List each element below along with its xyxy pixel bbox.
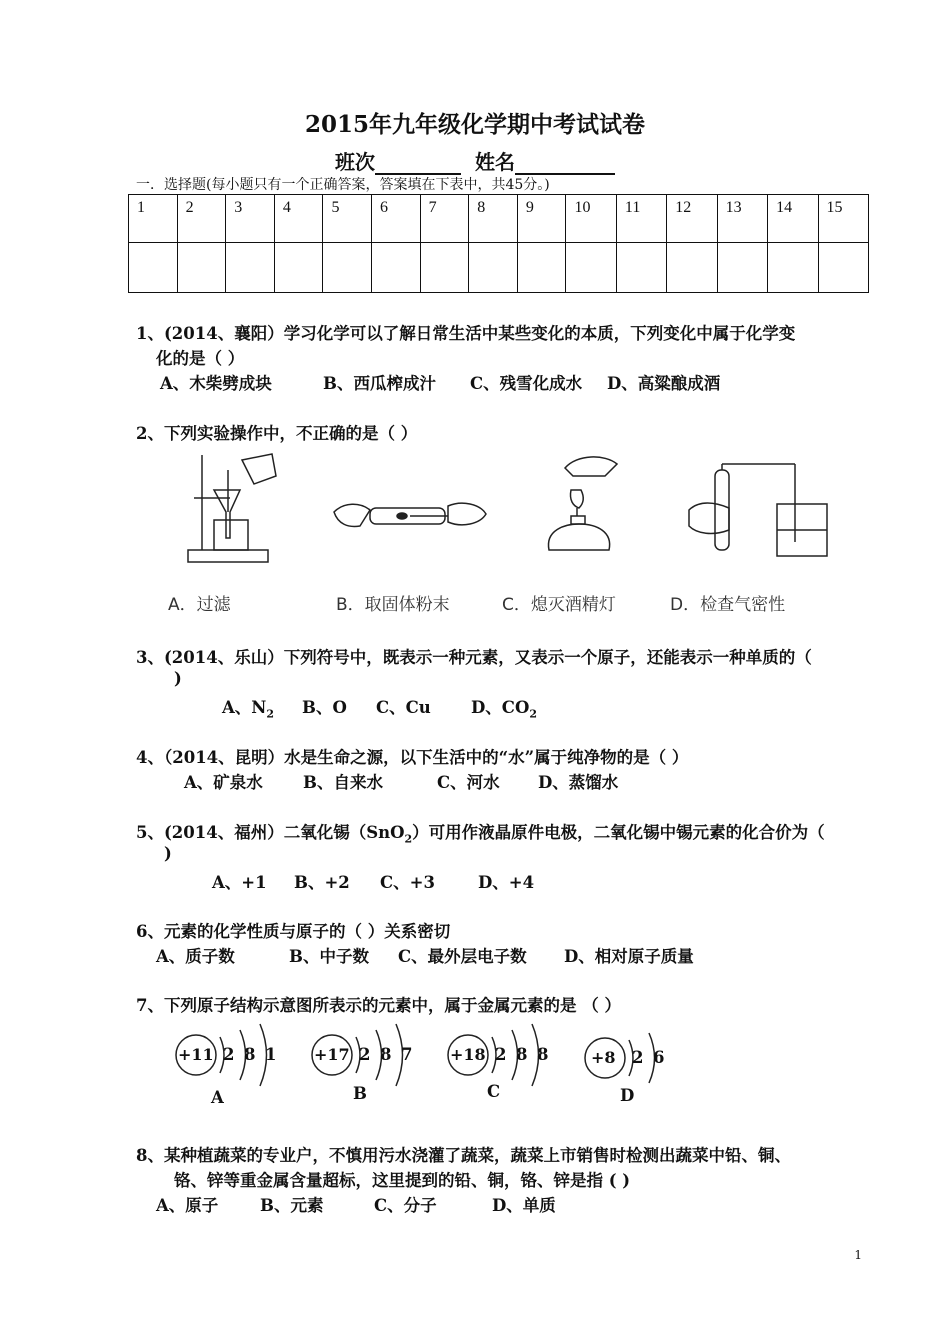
q5-option-c: C、+3 [380,873,435,892]
answer-cell[interactable] [372,243,421,293]
atom-label-a: A [211,1088,224,1107]
q2-caption-a: A．过滤 [168,595,231,615]
q8-option-a: A、原子 [156,1196,219,1215]
shell-electrons-d2: 6 [653,1048,665,1067]
page-number: 1 [854,1248,862,1262]
shell-electrons-a2: 8 [244,1045,256,1064]
shell-electrons-c3: 8 [537,1045,549,1064]
q5-option-d: D、+4 [478,873,535,892]
q1-option-c: C、残雪化成水 [470,374,583,393]
answer-cell[interactable] [129,243,178,293]
answer-number: 14 [768,195,818,243]
section-heading: 一．选择题(每小题只有一个正确答案，答案填在下表中，共45分。) [136,177,550,193]
q2-text: 2、下列实验操作中，不正确的是（ ） [136,424,418,443]
q5-text-line1: 5、(2014、福州）二氧化锡（SnO$_2$）可用作液晶原件电极，二氧化锡中锡元素的化合价为（ [136,823,825,846]
answer-cell[interactable] [469,243,518,293]
q6-text: 6、元素的化学性质与原子的（ ）关系密切 [136,922,451,941]
q8-option-d: D、单质 [492,1196,556,1215]
class-label: 班次 [335,150,376,174]
class-name-line [0,146,950,175]
q1-option-d: D、高粱酿成酒 [607,374,721,393]
answer-cell[interactable] [517,243,566,293]
answer-cell[interactable] [274,243,323,293]
answer-table [128,194,869,293]
q8-text-line1: 8、某种植蔬菜的专业户，不慎用污水浇灌了蔬菜，蔬菜上市销售时检测出蔬菜中铅、铜、 [136,1146,791,1165]
answer-cell[interactable] [226,243,275,293]
answer-number: 15 [818,195,868,243]
class-blank[interactable] [375,153,461,175]
page-title: 2015年九年级化学期中考试试卷 [304,111,645,138]
q2-caption-b: B．取固体粉末 [336,595,450,615]
answer-number: 11 [616,195,666,243]
answer-cell[interactable] [566,243,616,293]
q3-option-a: A、$N_2$ [222,698,275,721]
answer-number: 12 [667,195,717,243]
q4-option-d: D、蒸馏水 [538,773,619,792]
airtightness-illustration [685,460,845,560]
answer-number: 2 [177,195,226,243]
answer-number: 8 [469,195,518,243]
q1-option-b: B、西瓜榨成汁 [323,374,436,393]
q1-text-line2: 化的是（ ） [156,349,245,368]
q3-option-d: D、$CO_2$ [471,698,537,721]
q3-text-line2: ) [174,669,182,688]
q5-text-line2: ) [164,844,172,863]
shell-electrons-b1: 2 [359,1045,371,1064]
q1-option-a: A、木柴劈成块 [160,374,272,393]
q5-option-b: B、+2 [294,873,350,892]
atom-label-b: B [353,1084,367,1103]
shell-electrons-a3: 1 [265,1045,277,1064]
q6-option-d: D、相对原子质量 [564,947,694,966]
q3-option-c: C、Cu [376,698,431,717]
atom-diagram-b [309,1020,419,1110]
shell-electrons-c2: 8 [516,1045,528,1064]
q8-option-b: B、元素 [260,1196,324,1215]
answer-number: 5 [323,195,372,243]
answer-number: 4 [274,195,323,243]
atom-label-d: D [620,1086,635,1105]
name-blank[interactable] [515,153,615,175]
q2-caption-d: D．检查气密性 [670,595,786,615]
q6-option-b: B、中子数 [289,947,369,966]
answer-cell[interactable] [420,243,469,293]
atom-label-c: C [487,1082,501,1101]
answer-number: 10 [566,195,616,243]
q7-text: 7、下列原子结构示意图所表示的元素中，属于金属元素的是 （ ） [136,996,621,1015]
answer-cell[interactable] [717,243,767,293]
q6-option-c: C、最外层电子数 [398,947,527,966]
q4-option-a: A、矿泉水 [184,773,263,792]
answer-number: 9 [517,195,566,243]
shell-electrons-b2: 8 [380,1045,392,1064]
answer-cell[interactable] [616,243,666,293]
atom-diagram-d [582,1023,682,1113]
q8-text-line2: 铬、锌等重金属含量超标，这里提到的铅、铜，铬、锌是指 ( ) [174,1171,631,1190]
answer-number: 6 [372,195,421,243]
answer-number: 7 [420,195,469,243]
answer-cell[interactable] [177,243,226,293]
q6-option-a: A、质子数 [156,947,235,966]
atom-diagram-a [173,1020,283,1110]
answer-cell[interactable] [768,243,818,293]
alcohol-lamp-illustration [535,450,635,560]
filtration-illustration [180,450,290,575]
answer-number: 1 [129,195,178,243]
shell-electrons-c1: 2 [495,1045,507,1064]
q4-text: 4、（2014、昆明）水是生命之源，以下生活中的“水”属于纯净物的是（ ） [136,748,689,767]
answer-cell[interactable] [667,243,717,293]
q3-option-b: B、O [302,698,347,717]
q3-text-line1: 3、(2014、乐山）下列符号中，既表示一种元素，又表示一个原子，还能表示一种单质的（ [136,648,812,667]
shell-electrons-d1: 2 [632,1048,644,1067]
q8-option-c: C、分子 [374,1196,437,1215]
answer-number: 3 [226,195,275,243]
atom-diagram-c [445,1020,555,1110]
q1-text-line1: 1、(2014、襄阳）学习化学可以了解日常生活中某些变化的本质，下列变化中属于化学变 [136,324,796,343]
nucleus-charge-d: +8 [591,1048,616,1067]
answer-number: 13 [717,195,767,243]
solid-powder-illustration [330,490,490,540]
q2-caption-c: C．熄灭酒精灯 [502,595,616,615]
q4-option-b: B、自来水 [303,773,383,792]
shell-electrons-a1: 2 [223,1045,235,1064]
nucleus-charge-b: +17 [314,1045,350,1064]
q4-option-c: C、河水 [437,773,500,792]
answer-cell[interactable] [323,243,372,293]
answer-cell[interactable] [818,243,868,293]
nucleus-charge-a: +11 [178,1045,214,1064]
shell-electrons-b3: 7 [401,1045,413,1064]
name-label: 姓名 [474,150,515,174]
nucleus-charge-c: +18 [450,1045,486,1064]
q5-option-a: A、+1 [212,873,267,892]
